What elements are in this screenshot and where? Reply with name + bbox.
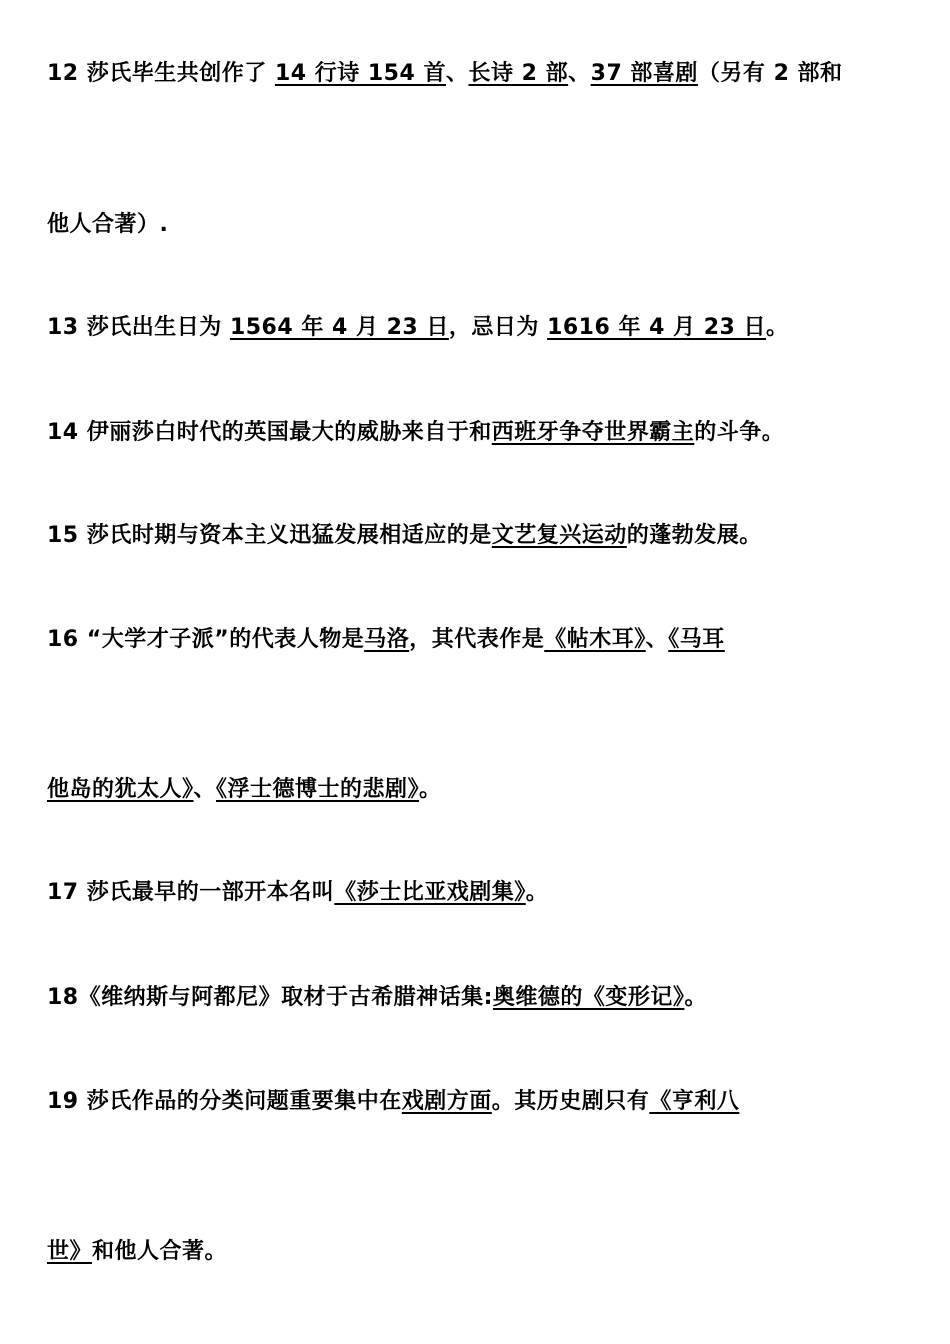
item-17-line-1: [47, 878, 917, 908]
text-run: 13 莎氏出生日为: [47, 315, 230, 340]
text-run: 。: [766, 315, 789, 340]
underlined-answer: 《浮士德博士的悲剧》: [216, 777, 420, 802]
text-run: 19 莎氏作品的分类问题重要集中在: [47, 1089, 402, 1114]
text-run: 的蓬勃发展。: [626, 523, 762, 548]
text-run: （另有 2 部和: [697, 61, 843, 86]
underlined-answer: 他岛的犹太人》: [47, 777, 194, 802]
text-run: 、: [445, 61, 469, 86]
item-19-line-1: [47, 1087, 917, 1117]
text-run: 14 伊丽莎白时代的英国最大的威胁来自于和: [47, 420, 492, 445]
underlined-answer: 《帖木耳》: [544, 627, 646, 652]
text-run: 17 莎氏最早的一部开本名叫: [47, 880, 335, 905]
text-run: ，其代表作是: [409, 627, 545, 652]
text-run: 。: [419, 777, 442, 802]
text-run: 、: [645, 627, 669, 652]
item-18-line-1: [47, 983, 917, 1013]
item-16-line-2: [47, 775, 917, 805]
text-run: 12 莎氏毕生共创作了: [47, 61, 275, 86]
text-run: 、: [568, 61, 591, 86]
text-run: 15 莎氏时期与资本主义迅猛发展相适应的是: [47, 523, 492, 548]
underlined-answer: 奥维德的《变形记》: [492, 985, 685, 1010]
text-run: ，忌日为: [448, 315, 548, 340]
underlined-answer: 《莎士比亚戏剧集》: [334, 880, 526, 905]
text-run: 的斗争。: [694, 420, 785, 445]
text-run: 。: [684, 985, 707, 1010]
underlined-answer: 14 行诗 154 首: [274, 61, 446, 86]
text-run: 16 “大学才子派”的代表人物是: [47, 627, 365, 652]
underlined-answer: 文艺复兴运动: [491, 523, 627, 548]
underlined-answer: 《马耳: [668, 627, 725, 652]
text-run: 他人合著）.: [47, 212, 169, 237]
text-run: 、: [193, 777, 217, 802]
underlined-answer: 1564 年 4 月 23 日: [229, 315, 449, 340]
item-16-line-1: [47, 625, 917, 655]
item-12-line-1: [47, 59, 917, 89]
underlined-answer: 《亨利八: [649, 1089, 740, 1114]
item-15-line-1: [47, 521, 917, 551]
underlined-answer: 戏剧方面: [401, 1089, 492, 1114]
item-19-line-2: [47, 1237, 917, 1267]
text-run: 。其历史剧只有: [491, 1089, 650, 1114]
text-run: 。: [525, 880, 549, 905]
underlined-answer: 1616 年 4 月 23 日: [547, 315, 767, 340]
text-run: 和他人合著。: [92, 1239, 228, 1264]
underlined-answer: 马洛: [364, 627, 410, 652]
underlined-answer: 世》: [47, 1239, 93, 1264]
underlined-answer: 西班牙争夺世界霸主: [491, 420, 695, 445]
text-run: 18《维纳斯与阿都尼》取材于古希腊神话集:: [47, 985, 493, 1010]
underlined-answer: 长诗 2 部: [468, 61, 569, 86]
underlined-answer: 37 部喜剧: [590, 61, 698, 86]
item-12-line-2: [47, 210, 917, 240]
item-14-line-1: [47, 418, 917, 448]
item-13-line-1: [47, 313, 917, 343]
